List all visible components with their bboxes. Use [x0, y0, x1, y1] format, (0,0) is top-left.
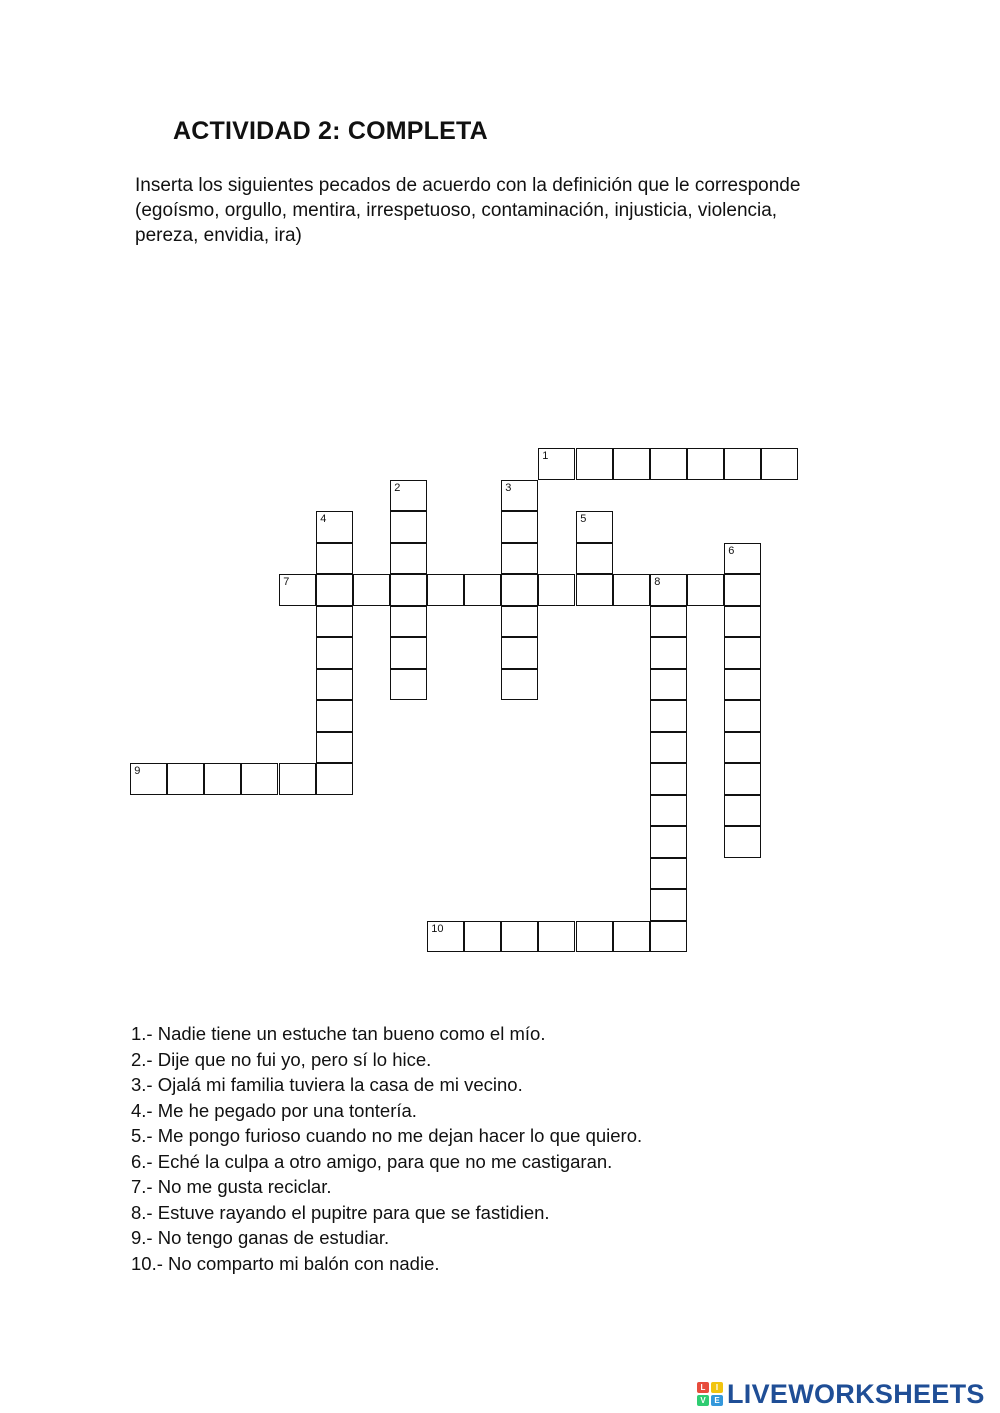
logo-text: LIVEWORKSHEETS [727, 1378, 985, 1409]
crossword-cell[interactable] [316, 700, 353, 732]
crossword-cell[interactable] [316, 637, 353, 669]
crossword-cell[interactable] [501, 480, 538, 512]
crossword-cell[interactable] [316, 574, 353, 606]
logo-letter-v: V [697, 1395, 709, 1406]
crossword-cell[interactable] [724, 543, 761, 575]
crossword-cell[interactable] [687, 574, 724, 606]
clue-4: 4.- Me he pegado por una tontería. [131, 1099, 417, 1121]
crossword-cell[interactable] [650, 448, 687, 480]
crossword-cell[interactable] [576, 543, 613, 575]
crossword-cell[interactable] [501, 669, 538, 701]
crossword-cell[interactable] [316, 606, 353, 638]
clue-8: 8.- Estuve rayando el pupitre para que se fastidien. [131, 1201, 550, 1223]
clue-10: 10.- No comparto mi balón con nadie. [131, 1252, 440, 1274]
crossword-cell[interactable] [724, 574, 761, 606]
clue-number-4: 4 [320, 513, 327, 526]
clue-number-8: 8 [654, 576, 661, 589]
clue-2: 2.- Dije que no fui yo, pero sí lo hice. [131, 1048, 432, 1070]
crossword-cell[interactable] [576, 574, 613, 606]
crossword-cell[interactable] [761, 448, 798, 480]
crossword-cell[interactable] [501, 543, 538, 575]
crossword-cell[interactable] [427, 921, 464, 953]
crossword-cell[interactable] [501, 606, 538, 638]
crossword-cell[interactable] [650, 858, 687, 890]
clue-number-3: 3 [505, 481, 512, 494]
crossword-cell[interactable] [316, 511, 353, 543]
crossword-cell[interactable] [316, 543, 353, 575]
crossword-cell[interactable] [501, 511, 538, 543]
crossword-cell[interactable] [650, 889, 687, 921]
crossword-cell[interactable] [724, 448, 761, 480]
page-title: ACTIVIDAD 2: COMPLETA [173, 117, 488, 145]
crossword-cell[interactable] [650, 637, 687, 669]
crossword-cell[interactable] [538, 448, 575, 480]
clue-7: 7.- No me gusta reciclar. [131, 1176, 332, 1197]
crossword-cell[interactable] [538, 574, 575, 606]
crossword-cell[interactable] [204, 763, 241, 795]
crossword-cell[interactable] [724, 669, 761, 701]
crossword-cell[interactable] [353, 574, 390, 606]
crossword-cell[interactable] [724, 606, 761, 638]
clue-number-1: 1 [542, 450, 549, 463]
crossword-cell[interactable] [650, 826, 687, 858]
crossword-cell[interactable] [724, 637, 761, 669]
crossword-cell[interactable] [650, 669, 687, 701]
clue-number-7: 7 [283, 576, 290, 589]
crossword-cell[interactable] [613, 448, 650, 480]
crossword-cell[interactable] [687, 448, 724, 480]
crossword-cell[interactable] [390, 480, 427, 512]
crossword-cell[interactable] [724, 795, 761, 827]
crossword-cell[interactable] [650, 763, 687, 795]
logo-letter-l: L [697, 1382, 709, 1393]
clue-9: 9.- No tengo ganas de estudiar. [131, 1227, 390, 1248]
crossword-cell[interactable] [464, 921, 501, 953]
crossword-cell[interactable] [724, 763, 761, 795]
crossword-cell[interactable] [390, 606, 427, 638]
crossword-cell[interactable] [576, 921, 613, 953]
crossword-cell[interactable] [501, 574, 538, 606]
clue-number-2: 2 [394, 481, 401, 494]
clue-number-6: 6 [728, 544, 735, 557]
crossword-cell[interactable] [464, 574, 501, 606]
crossword-cell[interactable] [724, 826, 761, 858]
clue-list [131, 1021, 642, 1276]
crossword-cell[interactable] [390, 511, 427, 543]
logo-letter-e: E [711, 1395, 723, 1406]
clue-number-9: 9 [134, 765, 141, 778]
crossword-cell[interactable] [613, 921, 650, 953]
logo-letter-i: I [711, 1382, 723, 1393]
clue-6: 6.- Eché la culpa a otro amigo, para que no me castigaran. [131, 1150, 613, 1172]
crossword-cell[interactable] [650, 574, 687, 606]
liveworksheets-logo [697, 1377, 985, 1411]
crossword-cell[interactable] [613, 574, 650, 606]
crossword-cell[interactable] [316, 732, 353, 764]
crossword-cell[interactable] [576, 511, 613, 543]
clue-number-10: 10 [431, 922, 444, 935]
crossword-cell[interactable] [390, 574, 427, 606]
crossword-cell[interactable] [390, 637, 427, 669]
crossword-cell[interactable] [650, 921, 687, 953]
crossword-cell[interactable] [650, 732, 687, 764]
clue-3: 3.- Ojalá mi familia tuviera la casa de mi vecino. [131, 1074, 523, 1095]
crossword-cell[interactable] [427, 574, 464, 606]
crossword-cell[interactable] [501, 637, 538, 669]
logo-mark-icon [697, 1382, 723, 1406]
crossword-cell[interactable] [650, 606, 687, 638]
crossword-cell[interactable] [538, 921, 575, 953]
crossword-cell[interactable] [279, 763, 316, 795]
crossword-cell[interactable] [576, 448, 613, 480]
crossword-cell[interactable] [724, 732, 761, 764]
crossword-cell[interactable] [316, 763, 353, 795]
crossword-cell[interactable] [390, 543, 427, 575]
instructions: Inserta los siguientes pecados de acuerdo con la definición que le corresponde (egoísmo, orgullo, mentira, irrespetuoso, contaminación, injusticia, violencia, pereza, envidia, ira) [135, 175, 801, 246]
crossword-cell[interactable] [279, 574, 316, 606]
crossword-cell[interactable] [501, 921, 538, 953]
crossword-cell[interactable] [241, 763, 278, 795]
crossword-cell[interactable] [167, 763, 204, 795]
crossword-cell[interactable] [130, 763, 167, 795]
clue-number-5: 5 [580, 513, 587, 526]
crossword-cell[interactable] [316, 669, 353, 701]
clue-1: 1.- Nadie tiene un estuche tan bueno como el mío. [131, 1023, 546, 1044]
crossword-cell[interactable] [390, 669, 427, 701]
crossword-cell[interactable] [650, 700, 687, 732]
crossword-cell[interactable] [650, 795, 687, 827]
crossword-cell[interactable] [724, 700, 761, 732]
clue-5: 5.- Me pongo furioso cuando no me dejan hacer lo que quiero. [131, 1125, 643, 1146]
